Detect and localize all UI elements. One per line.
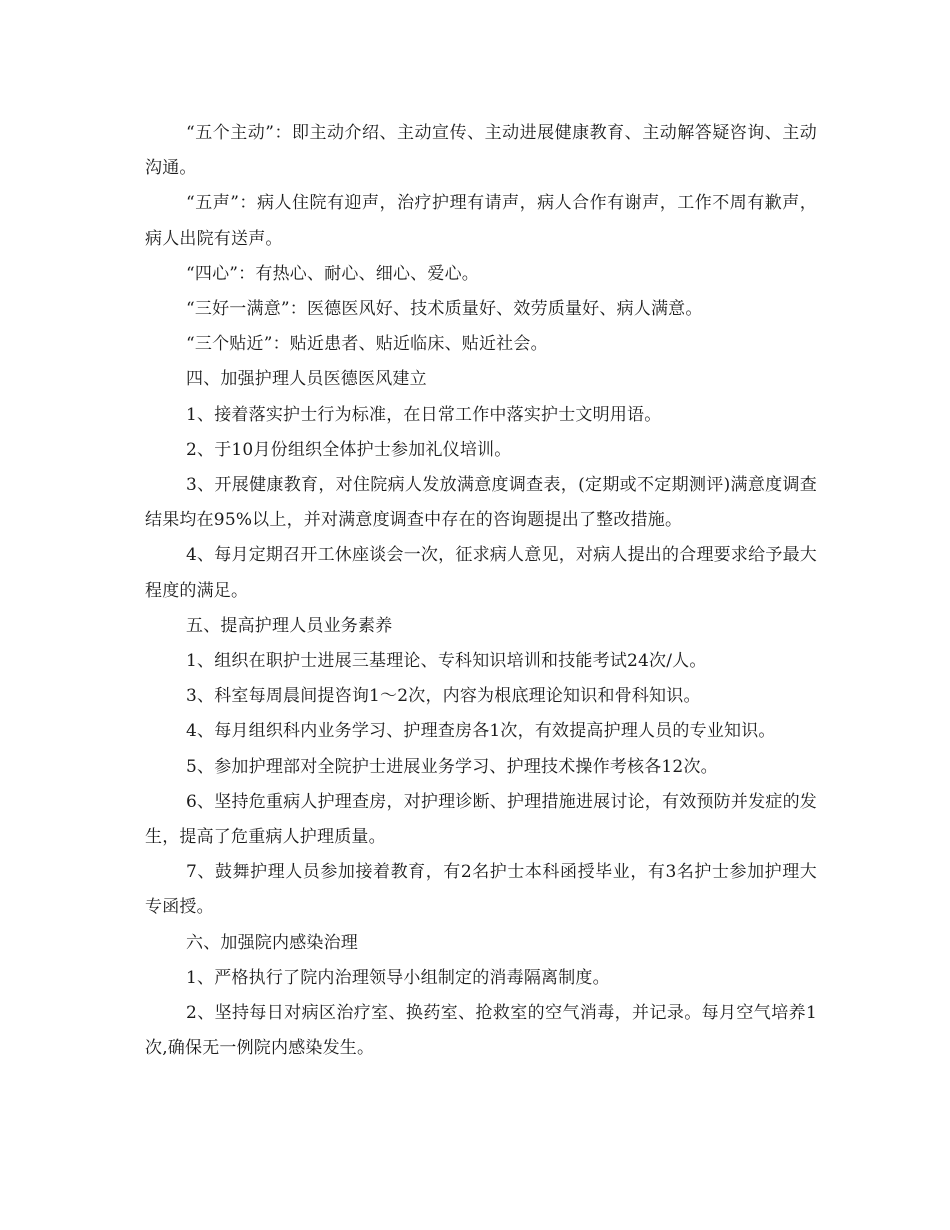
document-body	[145, 116, 817, 1066]
list-item: 2、坚持每日对病区治疗室、换药室、抢救室的空气消毒，并记录。每月空气培养1次,确保无一例院内感染发生。	[145, 1003, 817, 1059]
section-heading-4: 四、加强护理人员医德医风建立	[186, 369, 427, 390]
paragraph-five-initiatives: “五个主动”：即主动介绍、主动宣传、主动进展健康教育、主动解答疑咨询、主动沟通。	[145, 123, 817, 179]
list-item: 1、接着落实护士行为标准，在日常工作中落实护士文明用语。	[186, 404, 662, 425]
list-item: 1、组织在职护士进展三基理论、专科知识培训和技能考试24次/人。	[186, 651, 707, 672]
list-item: 4、每月定期召开工休座谈会一次，征求病人意见，对病人提出的合理要求给予最大程度的满足。	[145, 545, 817, 601]
paragraph-four-hearts: “四心”：有热心、耐心、细心、爱心。	[186, 263, 479, 284]
paragraph-five-voices: “五声”：病人住院有迎声，治疗护理有请声，病人合作有谢声，工作不周有歉声，病人出院有送声。	[145, 193, 817, 249]
paragraph-three-goods-one-satisfaction: “三好一满意”：医德医风好、技术质量好、效劳质量好、病人满意。	[186, 299, 703, 320]
list-item: 5、参加护理部对全院护士进展业务学习、护理技术操作考核各12次。	[186, 756, 718, 777]
section-heading-6: 六、加强院内感染治理	[186, 932, 358, 953]
section-heading-5: 五、提高护理人员业务素养	[186, 615, 393, 636]
list-item: 1、严格执行了院内治理领导小组制定的消毒隔离制度。	[186, 967, 610, 988]
list-item: 3、开展健康教育，对住院病人发放满意度调查表，(定期或不定期测评)满意度调查结果均在95%以上，并对满意度调查中存在的咨询题提出了整改措施。	[145, 475, 817, 531]
list-item: 2、于10月份组织全体护士参加礼仪培训。	[186, 439, 512, 460]
list-item: 7、鼓舞护理人员参加接着教育，有2名护士本科函授毕业，有3名护士参加护理大专函授。	[145, 862, 817, 918]
list-item: 3、科室每周晨间提咨询1～2次，内容为根底理论知识和骨科知识。	[186, 686, 701, 707]
paragraph-three-closeness: “三个贴近”：贴近患者、贴近临床、贴近社会。	[186, 334, 548, 355]
list-item: 4、每月组织科内业务学习、护理查房各1次，有效提高护理人员的专业知识。	[186, 721, 776, 742]
list-item: 6、坚持危重病人护理查房，对护理诊断、护理措施进展讨论，有效预防并发症的发生，提高了危重病人护理质量。	[145, 791, 817, 848]
